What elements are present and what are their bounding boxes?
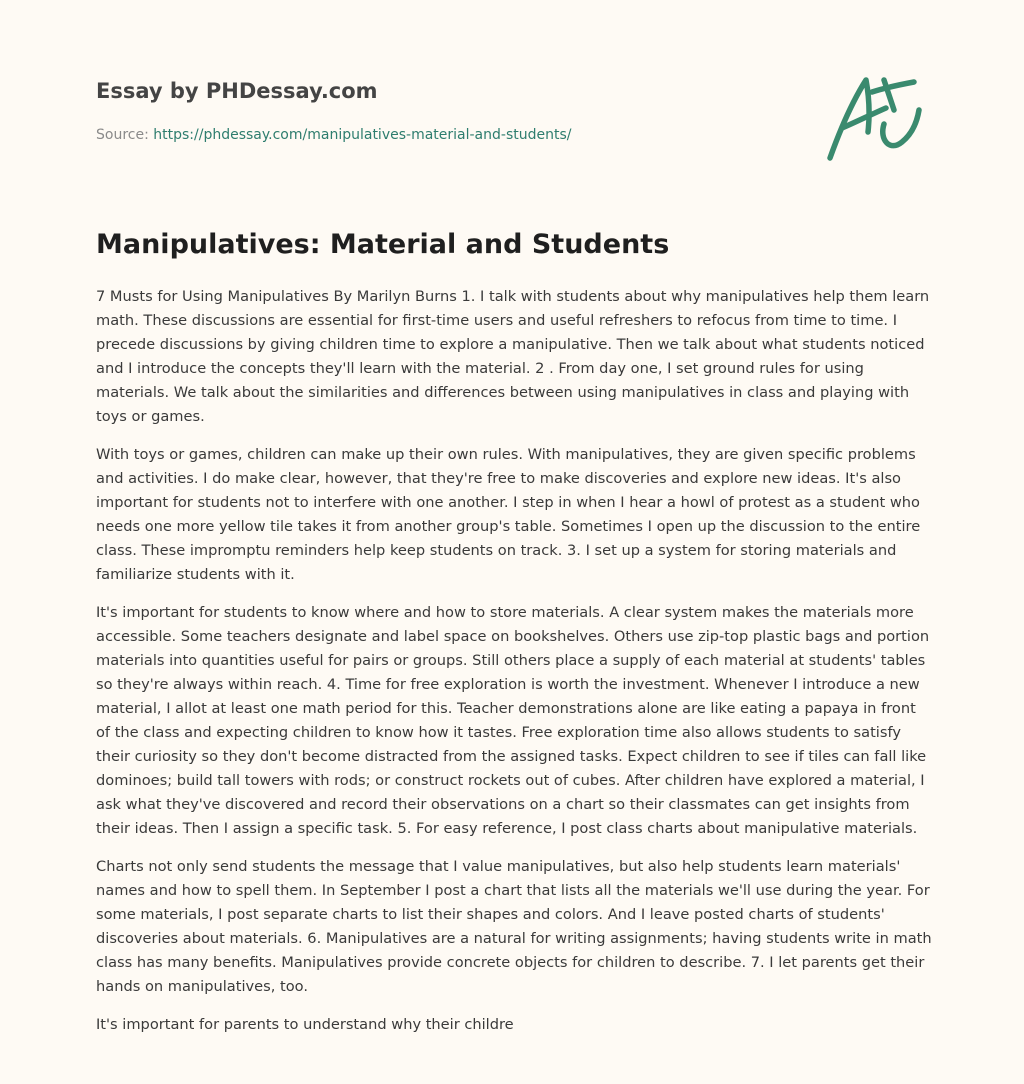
source-label: Source: <box>96 127 149 143</box>
paragraph: It's important for students to know where and how to store materials. A clear system makes the materials more accessible. Some teachers designate and label space on bookshelves. Others use zip-top plastic bags and portion materials into quantities useful for pairs or groups. Still others place a supply of each material at students' tables so they're always within reach. 4. Time for free exploration is worth the investment. Whenever I introduce a new material, I allot at least one math period for this. Teacher demonstrations alone are like eating a papaya in front of the class and expecting children to know how it tastes. Free exploration time also allows students to satisfy their curiosity so they don't become distracted from the assigned tasks. Expect children to see if tiles can fall like dominoes; build tall towers with rods; or construct rockets out of cubes. After children have explored a material, I ask what they've discovered and record their observations on a chart so their classmates can get insights from their ideas. Then I assign a specific task. 5. For easy reference, I post class charts about manipulative materials. <box>96 604 930 837</box>
a-plus-logo-icon <box>824 68 924 164</box>
article-title: Manipulatives: Material and Students <box>96 229 670 260</box>
source-link[interactable]: https://phdessay.com/manipulatives-material-and-students/ <box>153 127 572 143</box>
paragraph: With toys or games, children can make up their own rules. With manipulatives, they are given specific problems and activities. I do make clear, however, that they're free to make discoveries and explore new ideas. It's also important for students not to interfere with one another. I step in when I hear a howl of protest as a student who needs one more yellow tile takes it from another group's table. Sometimes I open up the discussion to the entire class. These impromptu reminders help keep students on track. 3. I set up a system for storing materials and familiarize students with it. <box>96 446 921 583</box>
page-header <box>96 77 796 145</box>
source-line <box>96 125 796 145</box>
paragraph: It's important for parents to understand why their childre <box>96 1016 514 1033</box>
paragraph: 7 Musts for Using Manipulatives By Marilyn Burns 1. I talk with students about why manipulatives help them learn math. These discussions are essential for first-time users and useful refreshers to refocus from time to time. I precede discussions by giving children time to explore a manipulative. Then we talk about what students noticed and I introduce the concepts they'll learn with the material. 2 . From day one, I set ground rules for using materials. We talk about the similarities and differences between using manipulatives in class and playing with toys or games. <box>96 288 930 425</box>
site-brand: Essay by PHDessay.com <box>96 79 378 103</box>
paragraph: Charts not only send students the message that I value manipulatives, but also help students learn materials' names and how to spell them. In September I post a chart that lists all the materials we'll use during the year. For some materials, I post separate charts to list their shapes and colors. And I leave posted charts of students' discoveries about materials. 6. Manipulatives are a natural for writing assignments; having students write in math class has many benefits. Manipulatives provide concrete objects for children to describe. 7. I let parents get their hands on manipulatives, too. <box>96 858 932 995</box>
article-body <box>96 285 932 1051</box>
